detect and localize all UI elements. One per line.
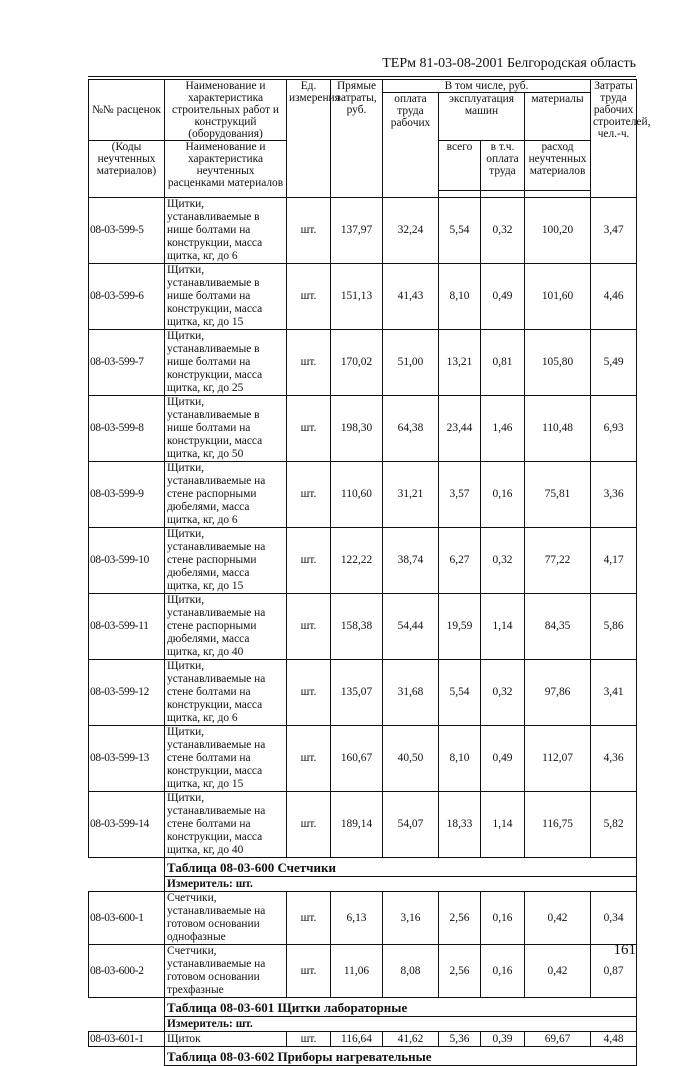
table-601-meter-row — [89, 1017, 637, 1032]
table-600-rows — [89, 892, 637, 998]
row-name: Щитки, устанавливаемые в нише болтами на конструкции, масса щитка, кг, до 50 — [165, 396, 287, 462]
table-row — [89, 660, 637, 726]
row-unit: шт. — [287, 528, 331, 594]
row-machines: 18,33 — [439, 792, 481, 858]
row-direct: 198,30 — [331, 396, 383, 462]
row-code: 08-03-599-10 — [89, 528, 165, 594]
table-row — [89, 462, 637, 528]
row-code: 08-03-599-9 — [89, 462, 165, 528]
row-code: 08-03-601-1 — [89, 1032, 165, 1047]
header-row-1 — [89, 80, 637, 93]
row-code: 08-03-599-6 — [89, 264, 165, 330]
row-name: Счетчики, устанавливаемые на готовом основании однофазные — [165, 892, 287, 945]
col-machines-total-header: всего — [439, 141, 481, 191]
row-name: Счетчики, устанавливаемые на готовом основании трехфазные — [165, 945, 287, 998]
row-name: Щитки, устанавливаемые на стене болтами на конструкции, масса щитка, кг, до 40 — [165, 792, 287, 858]
row-materials: 112,07 — [525, 726, 591, 792]
row-code: 08-03-599-13 — [89, 726, 165, 792]
row-code: 08-03-599-12 — [89, 660, 165, 726]
row-machines: 2,56 — [439, 892, 481, 945]
row-machines: 19,59 — [439, 594, 481, 660]
row-machines-labor: 1,14 — [481, 594, 525, 660]
row-name: Щитки, устанавливаемые на стене распорными дюбелями, масса щитка, кг, до 40 — [165, 594, 287, 660]
row-labor: 64,38 — [383, 396, 439, 462]
table-602-title-row — [89, 1047, 637, 1066]
header-spacer — [439, 191, 481, 198]
col-materials-unaccounted-header: расход неучтенных материалов — [525, 141, 591, 191]
main-rows — [89, 198, 637, 858]
row-unit: шт. — [287, 1032, 331, 1047]
row-labor-cost: 6,93 — [591, 396, 637, 462]
row-materials: 75,81 — [525, 462, 591, 528]
row-unit: шт. — [287, 660, 331, 726]
row-machines: 3,57 — [439, 462, 481, 528]
row-labor: 41,43 — [383, 264, 439, 330]
row-labor: 38,74 — [383, 528, 439, 594]
row-labor-cost: 0,87 — [591, 945, 637, 998]
row-materials: 105,80 — [525, 330, 591, 396]
row-machines-labor: 0,49 — [481, 726, 525, 792]
col-labor-cost-header: Затраты труда рабочих строителей, чел.-ч. — [591, 80, 637, 198]
row-labor: 54,07 — [383, 792, 439, 858]
row-materials: 84,35 — [525, 594, 591, 660]
table-600-meter-row — [89, 877, 637, 892]
row-materials: 110,48 — [525, 396, 591, 462]
row-machines-labor: 0,16 — [481, 945, 525, 998]
row-name: Щитки, устанавливаемые на стене распорными дюбелями, масса щитка, кг, до 6 — [165, 462, 287, 528]
document-header: ТЕРм 81-03-08-2001 Белгородская область — [382, 56, 636, 71]
row-labor-cost: 4,17 — [591, 528, 637, 594]
row-machines: 8,10 — [439, 264, 481, 330]
row-machines-labor: 1,46 — [481, 396, 525, 462]
table-row — [89, 726, 637, 792]
price-table — [88, 79, 651, 1066]
row-name: Щитки, устанавливаемые на стене распорными дюбелями, масса щитка, кг, до 15 — [165, 528, 287, 594]
row-materials: 101,60 — [525, 264, 591, 330]
row-code: 08-03-599-5 — [89, 198, 165, 264]
row-machines: 5,54 — [439, 198, 481, 264]
row-unit: шт. — [287, 396, 331, 462]
row-code: 08-03-599-8 — [89, 396, 165, 462]
row-direct: 158,38 — [331, 594, 383, 660]
row-machines: 5,36 — [439, 1032, 481, 1047]
table-row — [89, 198, 637, 264]
row-direct: 170,02 — [331, 330, 383, 396]
col-code-header: №№ расценок — [89, 80, 165, 141]
row-unit: шт. — [287, 892, 331, 945]
col-materials-header: материалы — [525, 93, 591, 141]
row-direct: 137,97 — [331, 198, 383, 264]
table-601-meter: Измеритель: шт. — [165, 1017, 637, 1032]
table-601-title-row — [89, 998, 637, 1017]
row-machines-labor: 0,16 — [481, 462, 525, 528]
row-machines-labor: 0,16 — [481, 892, 525, 945]
row-direct: 189,14 — [331, 792, 383, 858]
row-machines: 13,21 — [439, 330, 481, 396]
row-machines-labor: 0,32 — [481, 528, 525, 594]
row-materials: 97,86 — [525, 660, 591, 726]
table-601-title: Таблица 08-03-601 Щитки лабораторные — [165, 998, 637, 1017]
table-row — [89, 945, 637, 998]
col-machines-header: эксплуатация машин — [439, 93, 525, 141]
row-unit: шт. — [287, 726, 331, 792]
header-rule — [88, 76, 636, 77]
row-unit: шт. — [287, 264, 331, 330]
row-machines: 6,27 — [439, 528, 481, 594]
col-unit-header: Ед. измерения — [287, 80, 331, 198]
row-direct: 110,60 — [331, 462, 383, 528]
row-labor: 40,50 — [383, 726, 439, 792]
row-labor-cost: 5,82 — [591, 792, 637, 858]
row-unit: шт. — [287, 462, 331, 528]
row-unit: шт. — [287, 330, 331, 396]
row-unit: шт. — [287, 792, 331, 858]
table-600-meter: Измеритель: шт. — [165, 877, 637, 892]
row-code: 08-03-600-2 — [89, 945, 165, 998]
row-machines: 2,56 — [439, 945, 481, 998]
row-direct: 151,13 — [331, 264, 383, 330]
row-code: 08-03-600-1 — [89, 892, 165, 945]
row-direct: 116,64 — [331, 1032, 383, 1047]
row-labor: 3,16 — [383, 892, 439, 945]
header-spacer — [525, 191, 591, 198]
row-name: Щитки, устанавливаемые в нише болтами на конструкции, масса щитка, кг, до 25 — [165, 330, 287, 396]
row-labor: 32,24 — [383, 198, 439, 264]
row-code: 08-03-599-14 — [89, 792, 165, 858]
row-unit: шт. — [287, 594, 331, 660]
row-labor-cost: 3,47 — [591, 198, 637, 264]
row-code: 08-03-599-7 — [89, 330, 165, 396]
table-row — [89, 594, 637, 660]
row-direct: 6,13 — [331, 892, 383, 945]
table-602-title: Таблица 08-03-602 Приборы нагревательные — [165, 1047, 637, 1066]
row-machines-labor: 0,49 — [481, 264, 525, 330]
col-labor-header: оплата труда рабочих — [383, 93, 439, 198]
row-labor: 8,08 — [383, 945, 439, 998]
table-600-title-row — [89, 858, 637, 877]
col-name-sub-header: Наименование и характеристика неучтенных расценками материалов — [165, 141, 287, 198]
row-name: Щитки, устанавливаемые на стене болтами на конструкции, масса щитка, кг, до 15 — [165, 726, 287, 792]
row-direct: 160,67 — [331, 726, 383, 792]
row-labor: 31,21 — [383, 462, 439, 528]
col-name-header: Наименование и характеристика строительных работ и конструкций (оборудования) — [165, 80, 287, 141]
row-machines-labor: 0,32 — [481, 660, 525, 726]
row-code: 08-03-599-11 — [89, 594, 165, 660]
row-materials: 77,22 — [525, 528, 591, 594]
row-labor-cost: 4,46 — [591, 264, 637, 330]
table-row — [89, 892, 637, 945]
row-machines-labor: 1,14 — [481, 792, 525, 858]
row-machines-labor: 0,39 — [481, 1032, 525, 1047]
row-machines-labor: 0,32 — [481, 198, 525, 264]
row-labor: 41,62 — [383, 1032, 439, 1047]
row-name: Щиток — [165, 1032, 287, 1047]
row-labor-cost: 5,49 — [591, 330, 637, 396]
row-machines: 5,54 — [439, 660, 481, 726]
row-labor: 31,68 — [383, 660, 439, 726]
row-labor-cost: 4,48 — [591, 1032, 637, 1047]
row-labor-cost: 3,36 — [591, 462, 637, 528]
row-materials: 69,67 — [525, 1032, 591, 1047]
table-600-title: Таблица 08-03-600 Счетчики — [165, 858, 637, 877]
table-row — [89, 330, 637, 396]
row-name: Щитки, устанавливаемые в нише болтами на конструкции, масса щитка, кг, до 6 — [165, 198, 287, 264]
row-labor-cost: 0,34 — [591, 892, 637, 945]
row-materials: 116,75 — [525, 792, 591, 858]
col-code-sub-header: (Коды неучтенных материалов) — [89, 141, 165, 198]
table-row — [89, 264, 637, 330]
page-number: 161 — [613, 942, 636, 958]
table-row — [89, 528, 637, 594]
row-unit: шт. — [287, 198, 331, 264]
row-labor: 54,44 — [383, 594, 439, 660]
row-direct: 11,06 — [331, 945, 383, 998]
row-direct: 135,07 — [331, 660, 383, 726]
col-incl-header: В том числе, руб. — [383, 80, 591, 93]
row-direct: 122,22 — [331, 528, 383, 594]
row-name: Щитки, устанавливаемые на стене болтами на конструкции, масса щитка, кг, до 6 — [165, 660, 287, 726]
row-machines: 8,10 — [439, 726, 481, 792]
col-machines-labor-header: в т.ч. оплата труда — [481, 141, 525, 191]
table-row — [89, 792, 637, 858]
row-labor-cost: 3,41 — [591, 660, 637, 726]
row-name: Щитки, устанавливаемые в нише болтами на конструкции, масса щитка, кг, до 15 — [165, 264, 287, 330]
row-materials: 0,42 — [525, 945, 591, 998]
row-labor-cost: 5,86 — [591, 594, 637, 660]
row-machines-labor: 0,81 — [481, 330, 525, 396]
col-direct-header: Прямые затраты, руб. — [331, 80, 383, 198]
row-labor: 51,00 — [383, 330, 439, 396]
header-spacer — [481, 191, 525, 198]
table-row — [89, 1032, 637, 1047]
table-row — [89, 396, 637, 462]
row-machines: 23,44 — [439, 396, 481, 462]
row-labor-cost: 4,36 — [591, 726, 637, 792]
row-materials: 0,42 — [525, 892, 591, 945]
row-materials: 100,20 — [525, 198, 591, 264]
row-unit: шт. — [287, 945, 331, 998]
